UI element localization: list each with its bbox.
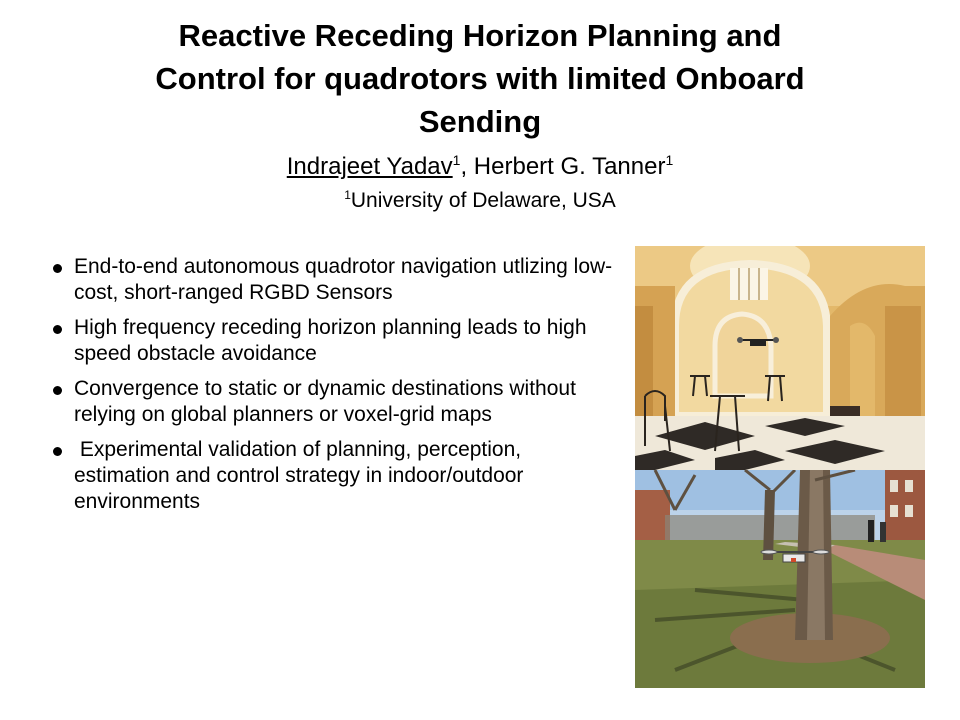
bullet-item [50, 376, 620, 428]
author-2-affil-mark: 1 [665, 152, 674, 168]
indoor-hallway-image [635, 246, 925, 470]
bullet-list [50, 254, 620, 524]
affiliation-line [0, 188, 960, 214]
slide-title [60, 14, 900, 143]
title-line-2: Control for quadrotors with limited Onboard [155, 61, 805, 96]
bullet-text: Convergence to static or dynamic destinations without relying on global planners or voxel-grid maps [74, 377, 576, 426]
bullet-dot-icon [53, 264, 62, 273]
title-line-3: Sending [418, 104, 542, 139]
indoor-hallway-photo [635, 246, 925, 470]
author-line [0, 152, 960, 182]
author-1-affil-mark: 1 [452, 152, 461, 168]
bullet-text: High frequency receding horizon planning leads to high speed obstacle avoidance [74, 316, 587, 365]
author-2-name: Herbert G. Tanner [473, 153, 666, 180]
bullet-item [50, 437, 620, 515]
author-separator: , [460, 153, 474, 180]
bullet-dot-icon [53, 386, 62, 395]
bullet-text: Experimental validation of planning, perception, estimation and control strategy in indoor/outdoor environments [74, 438, 530, 513]
outdoor-campus-photo [635, 470, 925, 688]
bullet-dot-icon [53, 325, 62, 334]
bullet-item [50, 254, 620, 306]
affiliation-text: University of Delaware, USA [350, 189, 616, 212]
author-1-name: Indrajeet Yadav [286, 153, 453, 180]
outdoor-campus-image [635, 470, 925, 688]
bullet-dot-icon [53, 447, 62, 456]
bullet-item [50, 315, 620, 367]
bullet-text: End-to-end autonomous quadrotor navigation utlizing low-cost, short-ranged RGBD Sensors [74, 255, 613, 304]
title-line-1: Reactive Receding Horizon Planning and [178, 18, 782, 53]
affiliation-mark: 1 [344, 188, 351, 202]
